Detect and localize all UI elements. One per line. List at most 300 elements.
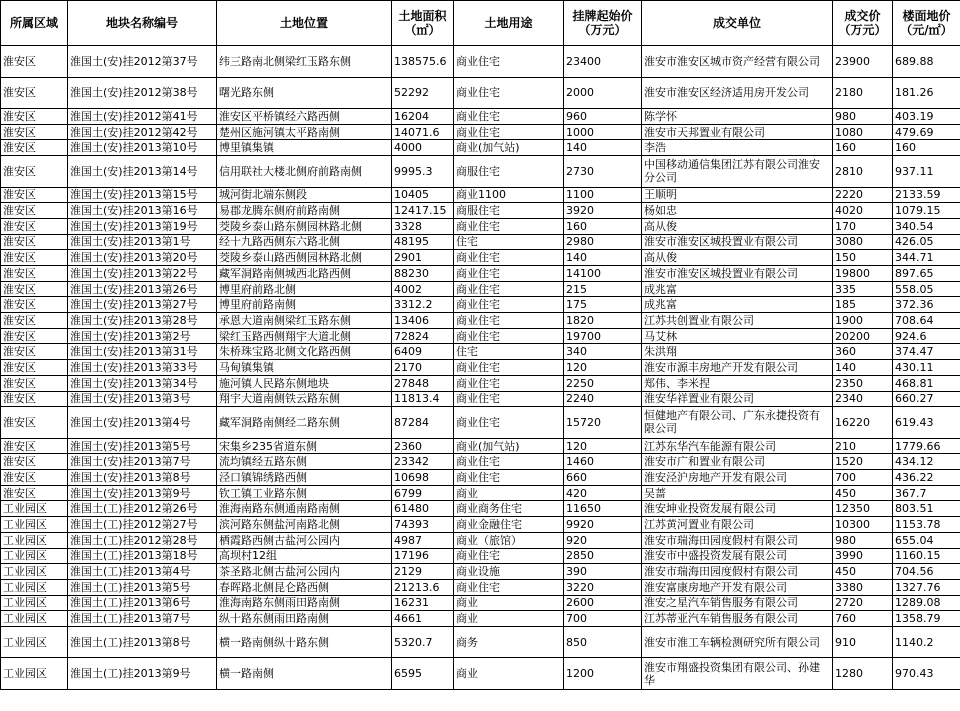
cell-start-price: 960 (564, 109, 642, 125)
cell-location: 淮海南路东侧通南路南侧 (217, 501, 392, 517)
table-row (1, 297, 960, 313)
table-row (1, 328, 960, 344)
cell-location: 朱桥珠宝路北侧文化路西侧 (217, 344, 392, 360)
cell-code: 淮国土(安)挂2013第7号 (68, 454, 217, 470)
cell-use: 住宅 (454, 234, 564, 250)
cell-location: 博里镇集镇 (217, 140, 392, 156)
cell-use: 商业 (454, 658, 564, 690)
cell-area: 工业园区 (1, 501, 68, 517)
cell-deal-price: 10300 (833, 517, 893, 533)
cell-use: 商业住宅 (454, 46, 564, 78)
table-row (1, 109, 960, 125)
cell-floor-price: 374.47 (893, 344, 960, 360)
table-row (1, 501, 960, 517)
cell-buyer: 淮安市瑞海田园度假村有限公司 (642, 564, 833, 580)
cell-start-price: 1100 (564, 187, 642, 203)
cell-start-price: 420 (564, 485, 642, 501)
cell-deal-price: 23900 (833, 46, 893, 78)
cell-use: 商业 (454, 485, 564, 501)
cell-location: 施河镇人民路东侧地块 (217, 375, 392, 391)
cell-area: 工业园区 (1, 517, 68, 533)
cell-code: 淮国土(安)挂2013第8号 (68, 470, 217, 486)
cell-use: 商业住宅 (454, 281, 564, 297)
cell-floor-price: 704.56 (893, 564, 960, 580)
cell-location: 滨河路东侧盐河南路北侧 (217, 517, 392, 533)
cell-code: 淮国土(安)挂2012第42号 (68, 124, 217, 140)
cell-area: 淮安区 (1, 203, 68, 219)
cell-use: 商业住宅 (454, 297, 564, 313)
table-row (1, 46, 960, 78)
cell-size: 138575.6 (392, 46, 454, 78)
cell-floor-price: 937.11 (893, 156, 960, 188)
cell-area: 淮安区 (1, 297, 68, 313)
cell-location: 淮海南路东侧雨田路南侧 (217, 595, 392, 611)
table-row (1, 611, 960, 627)
cell-location: 宋集乡235省道东侧 (217, 438, 392, 454)
cell-area: 工业园区 (1, 611, 68, 627)
cell-floor-price: 479.69 (893, 124, 960, 140)
cell-buyer: 淮安市淮安区城投置业有限公司 (642, 266, 833, 282)
cell-use: 商业住宅 (454, 109, 564, 125)
cell-buyer: 淮安富康房地产开发有限公司 (642, 579, 833, 595)
cell-use: 商业住宅 (454, 328, 564, 344)
cell-floor-price: 2133.59 (893, 187, 960, 203)
cell-floor-price: 1079.15 (893, 203, 960, 219)
header-code: 地块名称编号 (68, 1, 217, 46)
table-row (1, 203, 960, 219)
cell-code: 淮国土(安)挂2013第22号 (68, 266, 217, 282)
cell-start-price: 3920 (564, 203, 642, 219)
cell-use: 商业金融住宅 (454, 517, 564, 533)
cell-deal-price: 2340 (833, 391, 893, 407)
cell-code: 淮国土(安)挂2013第27号 (68, 297, 217, 313)
cell-area: 淮安区 (1, 313, 68, 329)
cell-location: 高坝村12组 (217, 548, 392, 564)
cell-start-price: 11650 (564, 501, 642, 517)
cell-location: 钦工镇工业路东侧 (217, 485, 392, 501)
cell-use: 商业住宅 (454, 391, 564, 407)
cell-code: 淮国土(安)挂2013第20号 (68, 250, 217, 266)
cell-start-price: 215 (564, 281, 642, 297)
cell-area: 淮安区 (1, 344, 68, 360)
cell-start-price: 2240 (564, 391, 642, 407)
table-row (1, 156, 960, 188)
cell-size: 2901 (392, 250, 454, 266)
cell-size: 4987 (392, 532, 454, 548)
cell-code: 淮国土(工)挂2012第26号 (68, 501, 217, 517)
cell-floor-price: 619.43 (893, 407, 960, 439)
cell-location: 泾口镇锦绣路西侧 (217, 470, 392, 486)
cell-floor-price: 1289.08 (893, 595, 960, 611)
cell-area: 淮安区 (1, 156, 68, 188)
cell-buyer: 中国移动通信集团江苏有限公司淮安分公司 (642, 156, 833, 188)
cell-code: 淮国土(工)挂2013第4号 (68, 564, 217, 580)
cell-size: 10698 (392, 470, 454, 486)
cell-deal-price: 3380 (833, 579, 893, 595)
cell-deal-price: 2180 (833, 77, 893, 109)
cell-use: 商务 (454, 626, 564, 658)
cell-buyer: 淮安市淮工车辆检测研究所有限公司 (642, 626, 833, 658)
table-row (1, 658, 960, 690)
table-row (1, 250, 960, 266)
cell-floor-price: 340.54 (893, 218, 960, 234)
cell-use: 商服住宅 (454, 203, 564, 219)
cell-size: 13406 (392, 313, 454, 329)
cell-location: 茭陵乡泰山路西侧园林路北侧 (217, 250, 392, 266)
cell-code: 淮国土(安)挂2013第2号 (68, 328, 217, 344)
cell-code: 淮国土(安)挂2013第34号 (68, 375, 217, 391)
cell-use: 商业住宅 (454, 266, 564, 282)
cell-location: 藏军洞路南侧经二路东侧 (217, 407, 392, 439)
cell-buyer: 马艾林 (642, 328, 833, 344)
cell-location: 纬三路南北侧梁红玉路东侧 (217, 46, 392, 78)
table-row (1, 485, 960, 501)
cell-start-price: 2980 (564, 234, 642, 250)
header-buyer: 成交单位 (642, 1, 833, 46)
cell-start-price: 160 (564, 218, 642, 234)
cell-deal-price: 210 (833, 438, 893, 454)
cell-deal-price: 760 (833, 611, 893, 627)
cell-deal-price: 980 (833, 109, 893, 125)
cell-buyer: 王顺明 (642, 187, 833, 203)
cell-start-price: 120 (564, 438, 642, 454)
cell-area: 淮安区 (1, 454, 68, 470)
cell-buyer: 淮安市源丰房地产开发有限公司 (642, 360, 833, 376)
cell-buyer: 淮安之星汽车销售服务有限公司 (642, 595, 833, 611)
cell-code: 淮国土(安)挂2012第37号 (68, 46, 217, 78)
cell-area: 工业园区 (1, 532, 68, 548)
cell-use: 商业住宅 (454, 360, 564, 376)
cell-area: 淮安区 (1, 485, 68, 501)
table-row (1, 454, 960, 470)
table-row (1, 407, 960, 439)
cell-location: 茶圣路北侧古盐河公园内 (217, 564, 392, 580)
cell-area: 工业园区 (1, 564, 68, 580)
cell-area: 淮安区 (1, 375, 68, 391)
cell-start-price: 700 (564, 611, 642, 627)
cell-use: 商业(加气站) (454, 140, 564, 156)
cell-start-price: 120 (564, 360, 642, 376)
cell-code: 淮国土(安)挂2013第31号 (68, 344, 217, 360)
table-row (1, 579, 960, 595)
cell-location: 经十九路西侧东六路北侧 (217, 234, 392, 250)
table-row (1, 391, 960, 407)
cell-deal-price: 1280 (833, 658, 893, 690)
cell-area: 淮安区 (1, 360, 68, 376)
cell-location: 栖霞路西侧古盐河公园内 (217, 532, 392, 548)
cell-deal-price: 3080 (833, 234, 893, 250)
cell-start-price: 2730 (564, 156, 642, 188)
table-row (1, 595, 960, 611)
cell-use: 商业 (454, 595, 564, 611)
cell-code: 淮国土(工)挂2013第7号 (68, 611, 217, 627)
cell-use: 商业住宅 (454, 375, 564, 391)
cell-size: 12417.15 (392, 203, 454, 219)
cell-size: 16231 (392, 595, 454, 611)
cell-code: 淮国土(工)挂2012第27号 (68, 517, 217, 533)
cell-buyer: 恒健地产有限公司、广东永捷投资有限公司 (642, 407, 833, 439)
cell-floor-price: 426.05 (893, 234, 960, 250)
cell-floor-price: 803.51 (893, 501, 960, 517)
cell-area: 淮安区 (1, 140, 68, 156)
table-row (1, 564, 960, 580)
cell-size: 2360 (392, 438, 454, 454)
cell-start-price: 23400 (564, 46, 642, 78)
cell-use: 商服住宅 (454, 156, 564, 188)
table-row (1, 187, 960, 203)
cell-buyer: 江苏东华汽车能源有限公司 (642, 438, 833, 454)
cell-location: 流均镇经五路东侧 (217, 454, 392, 470)
cell-floor-price: 660.27 (893, 391, 960, 407)
cell-area: 淮安区 (1, 266, 68, 282)
cell-size: 6799 (392, 485, 454, 501)
cell-size: 4002 (392, 281, 454, 297)
cell-size: 21213.6 (392, 579, 454, 595)
cell-location: 淮安区平桥镇经六路西侧 (217, 109, 392, 125)
cell-location: 茭陵乡泰山路东侧园林路北侧 (217, 218, 392, 234)
cell-size: 14071.6 (392, 124, 454, 140)
cell-area: 淮安区 (1, 109, 68, 125)
cell-area: 淮安区 (1, 187, 68, 203)
cell-size: 17196 (392, 548, 454, 564)
cell-location: 易郡龙腾东侧府前路南侧 (217, 203, 392, 219)
cell-code: 淮国土(工)挂2013第18号 (68, 548, 217, 564)
cell-deal-price: 2350 (833, 375, 893, 391)
cell-floor-price: 1140.2 (893, 626, 960, 658)
cell-size: 4000 (392, 140, 454, 156)
cell-buyer: 淮安华祥置业有限公司 (642, 391, 833, 407)
cell-use: 商业 (454, 611, 564, 627)
cell-start-price: 2600 (564, 595, 642, 611)
cell-deal-price: 335 (833, 281, 893, 297)
cell-area: 淮安区 (1, 391, 68, 407)
header-location: 土地位置 (217, 1, 392, 46)
cell-area: 淮安区 (1, 470, 68, 486)
cell-start-price: 175 (564, 297, 642, 313)
cell-buyer: 李浩 (642, 140, 833, 156)
cell-use: 住宅 (454, 344, 564, 360)
table-row (1, 360, 960, 376)
cell-buyer: 成兆富 (642, 281, 833, 297)
cell-size: 6409 (392, 344, 454, 360)
cell-buyer: 淮安市淮安区城投置业有限公司 (642, 234, 833, 250)
cell-size: 2170 (392, 360, 454, 376)
cell-code: 淮国土(安)挂2013第4号 (68, 407, 217, 439)
cell-floor-price: 367.7 (893, 485, 960, 501)
cell-deal-price: 450 (833, 485, 893, 501)
cell-code: 淮国土(安)挂2013第19号 (68, 218, 217, 234)
table-row (1, 140, 960, 156)
cell-use: 商业住宅 (454, 548, 564, 564)
cell-deal-price: 20200 (833, 328, 893, 344)
cell-buyer: 淮安市淮安区城市资产经营有限公司 (642, 46, 833, 78)
header-use: 土地用途 (454, 1, 564, 46)
cell-start-price: 2250 (564, 375, 642, 391)
cell-location: 藏军洞路南侧城西北路西侧 (217, 266, 392, 282)
cell-buyer: 淮安市瑞海田园度假村有限公司 (642, 532, 833, 548)
table-row (1, 438, 960, 454)
table-row (1, 266, 960, 282)
cell-buyer: 淮安市翔盛投资集团有限公司、孙建华 (642, 658, 833, 690)
table-row (1, 77, 960, 109)
cell-size: 23342 (392, 454, 454, 470)
cell-size: 4661 (392, 611, 454, 627)
cell-deal-price: 3990 (833, 548, 893, 564)
cell-code: 淮国土(安)挂2012第38号 (68, 77, 217, 109)
cell-area: 淮安区 (1, 46, 68, 78)
cell-deal-price: 910 (833, 626, 893, 658)
cell-use: 商业住宅 (454, 579, 564, 595)
cell-code: 淮国土(安)挂2013第3号 (68, 391, 217, 407)
cell-area: 淮安区 (1, 250, 68, 266)
cell-use: 商业1100 (454, 187, 564, 203)
cell-floor-price: 468.81 (893, 375, 960, 391)
cell-floor-price: 1358.79 (893, 611, 960, 627)
cell-size: 9995.3 (392, 156, 454, 188)
table-row (1, 313, 960, 329)
cell-floor-price: 403.19 (893, 109, 960, 125)
cell-area: 淮安区 (1, 281, 68, 297)
cell-code: 淮国土(工)挂2013第6号 (68, 595, 217, 611)
cell-deal-price: 2810 (833, 156, 893, 188)
cell-start-price: 3220 (564, 579, 642, 595)
cell-use: 商业（旅馆） (454, 532, 564, 548)
cell-floor-price: 655.04 (893, 532, 960, 548)
cell-location: 承恩大道南侧梁红玉路东侧 (217, 313, 392, 329)
cell-floor-price: 430.11 (893, 360, 960, 376)
header-floor-price: 楼面地价（元/㎡） (893, 1, 960, 46)
cell-area: 工业园区 (1, 595, 68, 611)
cell-location: 信用联社大楼北侧府前路南侧 (217, 156, 392, 188)
cell-use: 商业住宅 (454, 218, 564, 234)
cell-start-price: 1200 (564, 658, 642, 690)
cell-buyer: 淮安市淮安区经济适用房开发公司 (642, 77, 833, 109)
cell-floor-price: 689.88 (893, 46, 960, 78)
cell-code: 淮国土(安)挂2012第41号 (68, 109, 217, 125)
cell-deal-price: 160 (833, 140, 893, 156)
cell-start-price: 1000 (564, 124, 642, 140)
cell-size: 74393 (392, 517, 454, 533)
cell-area: 工业园区 (1, 626, 68, 658)
cell-use: 商业住宅 (454, 124, 564, 140)
cell-area: 工业园区 (1, 579, 68, 595)
cell-area: 淮安区 (1, 77, 68, 109)
cell-buyer: 高从俊 (642, 218, 833, 234)
header-area: 所属区域 (1, 1, 68, 46)
cell-code: 淮国土(安)挂2013第15号 (68, 187, 217, 203)
table-row (1, 532, 960, 548)
cell-location: 横一路南侧纵十路东侧 (217, 626, 392, 658)
cell-buyer: 淮安市广和置业有限公司 (642, 454, 833, 470)
cell-floor-price: 436.22 (893, 470, 960, 486)
cell-size: 48195 (392, 234, 454, 250)
table-row (1, 234, 960, 250)
cell-floor-price: 1153.78 (893, 517, 960, 533)
cell-floor-price: 708.64 (893, 313, 960, 329)
cell-floor-price: 344.71 (893, 250, 960, 266)
cell-code: 淮国土(安)挂2013第10号 (68, 140, 217, 156)
cell-area: 淮安区 (1, 234, 68, 250)
cell-location: 翔宇大道南侧铁云路东侧 (217, 391, 392, 407)
cell-deal-price: 1900 (833, 313, 893, 329)
cell-buyer: 江苏共创置业有限公司 (642, 313, 833, 329)
cell-location: 楚州区施河镇太平路南侧 (217, 124, 392, 140)
cell-deal-price: 360 (833, 344, 893, 360)
cell-start-price: 140 (564, 250, 642, 266)
table-row (1, 218, 960, 234)
cell-size: 27848 (392, 375, 454, 391)
cell-location: 纵十路东侧雨田路南侧 (217, 611, 392, 627)
cell-start-price: 340 (564, 344, 642, 360)
cell-use: 商业住宅 (454, 313, 564, 329)
cell-size: 52292 (392, 77, 454, 109)
cell-location: 博里府前路北侧 (217, 281, 392, 297)
cell-start-price: 9920 (564, 517, 642, 533)
cell-use: 商业住宅 (454, 77, 564, 109)
cell-deal-price: 150 (833, 250, 893, 266)
cell-floor-price: 372.36 (893, 297, 960, 313)
cell-size: 11813.4 (392, 391, 454, 407)
cell-size: 2129 (392, 564, 454, 580)
table-row (1, 124, 960, 140)
cell-area: 淮安区 (1, 407, 68, 439)
cell-use: 商业住宅 (454, 470, 564, 486)
cell-buyer: 杨如忠 (642, 203, 833, 219)
cell-deal-price: 170 (833, 218, 893, 234)
cell-code: 淮国土(工)挂2013第9号 (68, 658, 217, 690)
cell-buyer: 淮安泾沪房地产开发有限公司 (642, 470, 833, 486)
table-row (1, 470, 960, 486)
cell-location: 横一路南侧 (217, 658, 392, 690)
table-row (1, 548, 960, 564)
cell-deal-price: 2220 (833, 187, 893, 203)
cell-location: 马甸镇集镇 (217, 360, 392, 376)
cell-size: 88230 (392, 266, 454, 282)
cell-area: 工业园区 (1, 658, 68, 690)
cell-code: 淮国土(安)挂2013第5号 (68, 438, 217, 454)
cell-buyer: 淮安市中盛投资发展有限公司 (642, 548, 833, 564)
cell-size: 10405 (392, 187, 454, 203)
cell-area: 淮安区 (1, 218, 68, 234)
table-row (1, 344, 960, 360)
cell-deal-price: 450 (833, 564, 893, 580)
cell-size: 3328 (392, 218, 454, 234)
cell-floor-price: 558.05 (893, 281, 960, 297)
cell-buyer: 成兆富 (642, 297, 833, 313)
cell-start-price: 850 (564, 626, 642, 658)
cell-deal-price: 19800 (833, 266, 893, 282)
cell-start-price: 19700 (564, 328, 642, 344)
cell-buyer: 江苏蒂亚汽车销售服务有限公司 (642, 611, 833, 627)
cell-size: 72824 (392, 328, 454, 344)
cell-size: 5320.7 (392, 626, 454, 658)
cell-location: 曙光路东侧 (217, 77, 392, 109)
cell-code: 淮国土(工)挂2012第28号 (68, 532, 217, 548)
cell-size: 6595 (392, 658, 454, 690)
cell-use: 商业住宅 (454, 250, 564, 266)
cell-floor-price: 1779.66 (893, 438, 960, 454)
cell-deal-price: 980 (833, 532, 893, 548)
cell-deal-price: 1080 (833, 124, 893, 140)
cell-area: 淮安区 (1, 328, 68, 344)
cell-size: 61480 (392, 501, 454, 517)
cell-code: 淮国土(安)挂2013第16号 (68, 203, 217, 219)
cell-buyer: 淮安市天邦置业有限公司 (642, 124, 833, 140)
cell-buyer: 江苏黄河置业有限公司 (642, 517, 833, 533)
table-row (1, 626, 960, 658)
cell-code: 淮国土(安)挂2013第33号 (68, 360, 217, 376)
cell-start-price: 1820 (564, 313, 642, 329)
